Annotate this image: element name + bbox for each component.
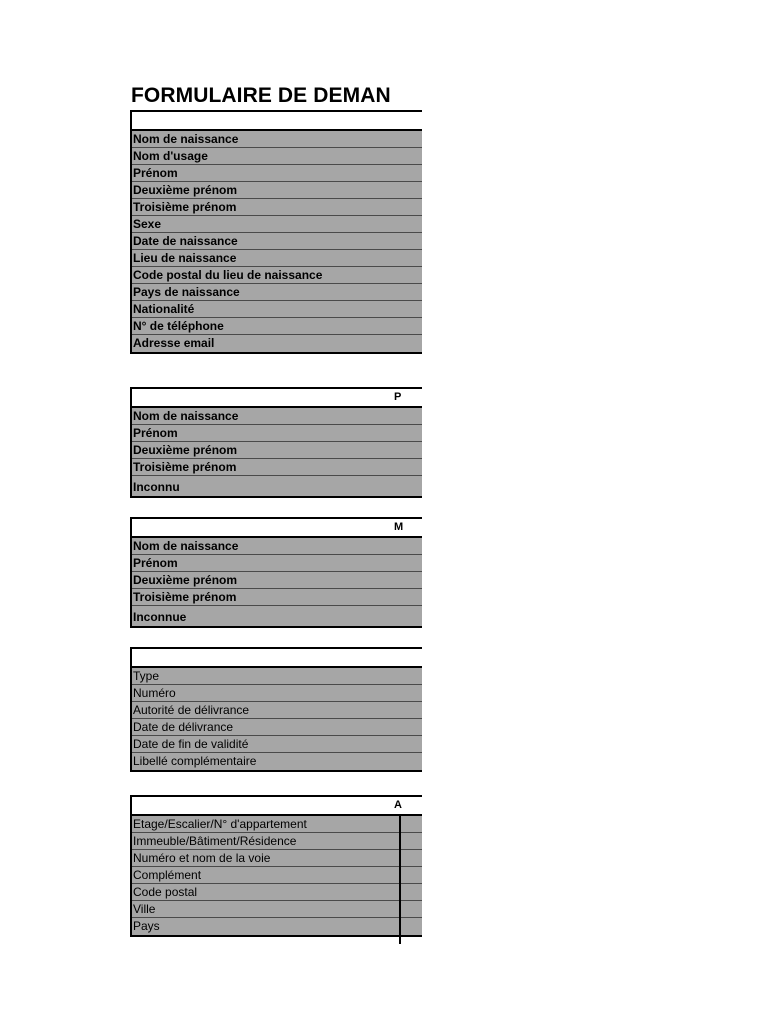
section-father: [130, 387, 422, 498]
field-row[interactable]: Nom de naissance: [132, 131, 422, 148]
field-row[interactable]: Inconnue: [132, 606, 422, 626]
field-row[interactable]: Complément: [132, 867, 422, 884]
section-header: [132, 110, 422, 131]
field-row[interactable]: Immeuble/Bâtiment/Résidence: [132, 833, 422, 850]
field-row[interactable]: Nom de naissance: [132, 538, 422, 555]
field-row[interactable]: Ville: [132, 901, 422, 918]
form-title: FORMULAIRE DE DEMAN: [131, 84, 391, 107]
field-row[interactable]: Pays: [132, 918, 422, 935]
field-row[interactable]: Deuxième prénom: [132, 182, 422, 199]
field-row[interactable]: Type: [132, 668, 422, 685]
section-header: [132, 517, 422, 538]
field-row[interactable]: Sexe: [132, 216, 422, 233]
section-address: [130, 795, 422, 937]
section-header-label: M: [394, 521, 404, 533]
field-row[interactable]: Adresse email: [132, 335, 422, 352]
field-row[interactable]: Numéro: [132, 685, 422, 702]
section-header-label: A: [394, 799, 402, 811]
field-row[interactable]: Deuxième prénom: [132, 442, 422, 459]
field-row[interactable]: Autorité de délivrance: [132, 702, 422, 719]
section-document: [130, 647, 422, 772]
section-mother: [130, 517, 422, 628]
field-row[interactable]: Date de délivrance: [132, 719, 422, 736]
section-identity: [130, 110, 422, 354]
field-row[interactable]: N° de téléphone: [132, 318, 422, 335]
field-row[interactable]: Nom de naissance: [132, 408, 422, 425]
field-row[interactable]: Numéro et nom de la voie: [132, 850, 422, 867]
section-header: [132, 387, 422, 408]
field-row[interactable]: Prénom: [132, 165, 422, 182]
field-row[interactable]: Date de naissance: [132, 233, 422, 250]
field-row[interactable]: Pays de naissance: [132, 284, 422, 301]
field-row[interactable]: Nationalité: [132, 301, 422, 318]
field-row[interactable]: Lieu de naissance: [132, 250, 422, 267]
field-row[interactable]: Prénom: [132, 555, 422, 572]
field-row[interactable]: Prénom: [132, 425, 422, 442]
field-row[interactable]: Code postal: [132, 884, 422, 901]
field-row[interactable]: Troisième prénom: [132, 199, 422, 216]
section-header-label: P: [394, 391, 402, 403]
field-row[interactable]: Libellé complémentaire: [132, 753, 422, 770]
field-row[interactable]: Troisième prénom: [132, 459, 422, 476]
field-row[interactable]: Code postal du lieu de naissance: [132, 267, 422, 284]
column-divider: [399, 815, 401, 944]
section-header: [132, 647, 422, 668]
field-row[interactable]: Date de fin de validité: [132, 736, 422, 753]
field-row[interactable]: Nom d'usage: [132, 148, 422, 165]
field-row[interactable]: Troisième prénom: [132, 589, 422, 606]
field-row[interactable]: Deuxième prénom: [132, 572, 422, 589]
section-header: [132, 795, 422, 816]
field-row[interactable]: Etage/Escalier/N° d'appartement: [132, 816, 422, 833]
field-row[interactable]: Inconnu: [132, 476, 422, 496]
